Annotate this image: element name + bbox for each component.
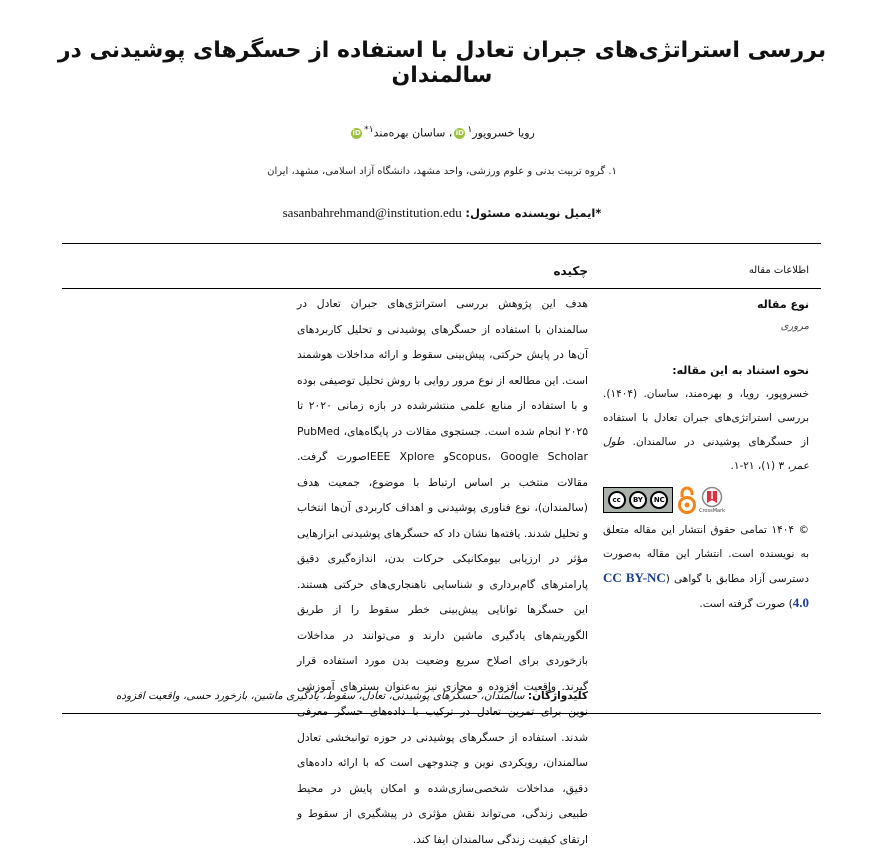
- citation-volume: ، ۳ (۱)، ۲۱-۱.: [730, 460, 791, 472]
- divider: [62, 713, 821, 714]
- crossmark-label: CrossMark: [698, 508, 726, 514]
- citation-journal: طول عمر: [603, 436, 809, 472]
- article-info-panel: [603, 294, 809, 616]
- author-line: [0, 124, 884, 140]
- keywords-line: [71, 690, 588, 702]
- email-label: *ایمیل نویسنده مسئول:: [465, 206, 602, 220]
- cc-icon: cc: [608, 491, 626, 509]
- license-link[interactable]: CC BY-NC 4.0: [603, 570, 809, 610]
- corresponding-email: [0, 205, 884, 221]
- abstract-text: هدف این پژوهش بررسی استراتژی‌های جبران تعادل در سالمندان با استفاده از حسگرهای پوشیدنی و تحلیل کاربردهای آن‌ها در پایش حرکتی، پیش‌بینی سقوط و ارائه مداخلات هوشمند است. این مطالعه از نوع مرور روایی با روش تحلیل توصیفی بوده و با استفاده از منابع علمی منتشرشده در بازه زمانی ۲۰۲۰ تا ۲۰۲۵ انجام شده است. جستجوی مقالات در پایگاه‌هایPubMed ، Scopus، Google Scholarو IEEE Xploreصورت گرفت. مقالات منتخب بر اساس ارتباط با موضوع، جمعیت هدف (سالمندان)، نوع فناوری پوشیدنی و اهداف کاربردی آن‌ها انتخاب و تحلیل شدند. یافته‌ها نشان داد که حسگرهای پوشیدنی ابزارهایی مؤثر در ارزیابی بیومکانیکی حرکات بدن، اندازه‌گیری دقیق پارامترهای گام‌برداری و شناسایی ناهنجاری‌های حرکتی هستند. این حسگرها توانایی پیش‌بینی خطر سقوط را از طریق الگوریتم‌های یادگیری ماشین دارند و می‌توانند در مداخلات بازخوردی برای اصلاح سریع وضعیت بدن مورد استفاده قرار گیرند. واقعیت افزوده و مجازی نیز به‌عنوان بسترهای آموزشی نوین برای تمرین تعادل در ترکیب با داده‌های حسگر معرفی شدند. استفاده از حسگرهای پوشیدنی در حوزه توانبخشی تعادل سالمندان، رویکردی نوین و چندوجهی است که با ارائه داده‌های دقیق، مداخلات شخصی‌سازی‌شده و امکان پایش در محیط طبیعی زندگی، می‌تواند نقش مؤثری در پیشگیری از سقوط و ارتقای کیفیت زندگی سالمندان ایفا کند.: [297, 297, 589, 846]
- citation-body: خسروپور، رویا، و بهره‌مند، ساسان. (۱۴۰۴). بررسی استراتژی‌های جبران تعادل با استفاده از حسگرهای پوشیدنی در سالمندان.: [603, 388, 810, 448]
- license-text: © ۱۴۰۴ تمامی حقوق انتشار این مقاله متعلق به نویسنده است. انتشار این مقاله به‌صورت دسترسی آزاد مطابق با گواهی (: [603, 524, 809, 585]
- author-separator: ،: [445, 126, 453, 140]
- abstract-heading: چکیده: [553, 264, 588, 278]
- email-address[interactable]: sasanbahrehmand@institution.edu: [282, 205, 462, 220]
- divider: [62, 243, 821, 244]
- citation-label: نحوه استناد به این مقاله:: [672, 364, 809, 377]
- author-name[interactable]: رویا خسروپور: [472, 126, 535, 140]
- attribution-icon: BY: [629, 491, 647, 509]
- affiliation: ۱. گروه تربیت بدنی و علوم ورزشی، واحد مشهد، دانشگاه آزاد اسلامی، مشهد، ایران: [267, 166, 617, 177]
- article-type-value: مروری: [780, 321, 809, 332]
- abstract-body: [297, 291, 588, 852]
- crossmark-icon[interactable]: [698, 486, 726, 514]
- orcid-icon[interactable]: iD: [352, 129, 361, 138]
- article-info-heading: اطلاعات مقاله: [748, 265, 809, 276]
- author-affiliation-sup: ۱: [467, 124, 473, 135]
- citation-text: [603, 382, 809, 478]
- keywords-label: کلیدواژگان:: [527, 690, 588, 702]
- orcid-icon[interactable]: iD: [455, 129, 464, 138]
- noncommercial-icon: NC: [650, 491, 668, 509]
- open-access-icon: [677, 486, 697, 514]
- cc-license-badge[interactable]: [603, 487, 673, 513]
- divider: [62, 288, 821, 289]
- author-affiliation-sup: ۱*: [364, 124, 374, 135]
- author-name[interactable]: ساسان بهره‌مند: [373, 126, 446, 140]
- article-title: بررسی استراتژی‌های جبران تعادل با استفاده از حسگرهای پوشیدنی در سالمندان: [57, 38, 827, 88]
- license-text-end: ) صورت گرفته است.: [699, 598, 793, 610]
- license-statement: [603, 518, 809, 616]
- license-badges: [603, 486, 809, 514]
- article-type-label: نوع مقاله: [756, 298, 809, 311]
- keywords-text: سالمندان، حسگرهای پوشیدنی، تعادل، سقوط، یادگیری ماشین، بازخورد حسی، واقعیت افزوده: [115, 690, 525, 702]
